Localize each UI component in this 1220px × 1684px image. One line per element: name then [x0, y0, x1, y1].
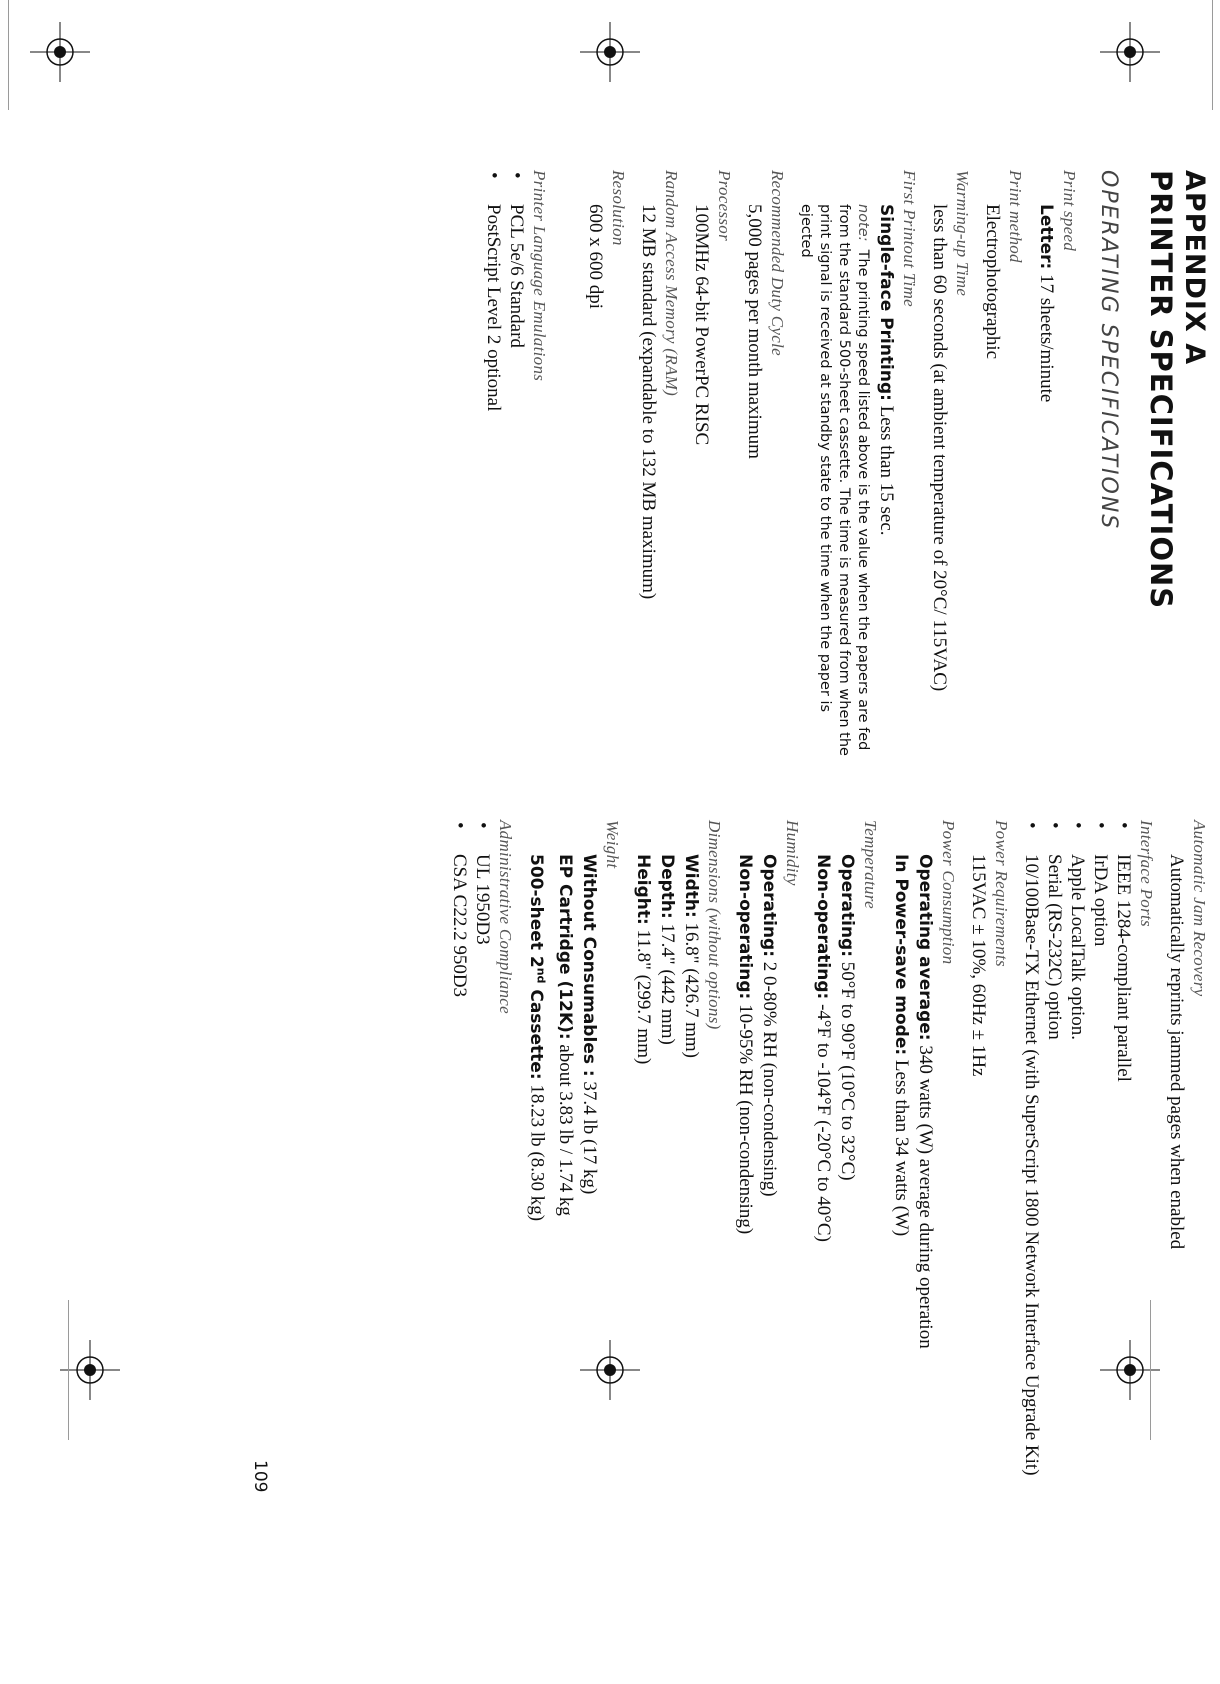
processor-label: Processor: [715, 170, 734, 242]
print-speed-label: Print speed: [1060, 170, 1079, 252]
depth-text: 17.4" (442 mm): [657, 923, 678, 1045]
first-printout-note: [796, 170, 872, 760]
temperature-nonoperating: [811, 820, 835, 1510]
trim-line-right-top: [1212, 0, 1213, 110]
print-method-value: Electrophotographic: [982, 204, 1003, 360]
first-printout-label: First Printout Time: [900, 170, 919, 307]
duty-cycle-label: Recommended Duty Cycle: [768, 170, 787, 356]
height-key: Height:: [633, 854, 653, 925]
jam-recovery-value: Automatically reprints jammed pages when enabled: [1166, 854, 1187, 1250]
resolution-label: Resolution: [609, 170, 628, 246]
registration-mark-bottom-left: [60, 1340, 120, 1400]
hum-nonop-text: 10-95% RH (non-condensing): [735, 1004, 756, 1235]
weight-ep-cartridge: [553, 820, 577, 1510]
processor-value: 100MHz 64-bit PowerPC RISC: [691, 204, 712, 446]
humidity-nonoperating: [733, 820, 757, 1510]
registration-mark-top-left: [30, 22, 90, 82]
weight-1-key: Without Consumables :: [579, 854, 599, 1077]
weight-3-key-a: 500-sheet 2: [526, 854, 547, 968]
power-save-key: In Power-save mode:: [891, 854, 911, 1056]
note-text: The printing speed listed above is the value when the papers are fed from the standard 500-sheet cassette. The time is measured from when the print signal is received at standby state to the time when the paper is ejected: [798, 204, 871, 756]
appendix-label: APPENDIX A: [1179, 170, 1210, 366]
print-speed-value: [1034, 170, 1058, 760]
list-item: • CSA C22.2 950D3: [448, 820, 471, 1510]
list-item: • IrDA option: [1089, 820, 1112, 1510]
registration-mark-top-right: [1100, 22, 1160, 82]
weight-cassette: [524, 820, 553, 1510]
humidity-label: Humidity: [783, 820, 802, 886]
temp-nonop-text: -4°F to -104°F (-20°C to 40°C): [813, 1004, 834, 1242]
power-average-key: Operating average:: [915, 854, 935, 1041]
trim-line-left-top: [8, 0, 9, 110]
interface-label: Interface Ports: [1137, 820, 1156, 927]
power-average-text: 340 watts (W) average during operation: [915, 1045, 936, 1349]
first-printout-text: Less than 15 sec.: [876, 405, 897, 536]
list-item: • PCL 5e/6 Standard: [505, 170, 528, 760]
list-item: • IEEE 1284-compliant parallel: [1112, 820, 1135, 1510]
ram-label: Random Access Memory (RAM): [662, 170, 681, 397]
weight-without-consumables: [577, 820, 601, 1510]
weight-2-key: EP Cartridge (12K):: [555, 854, 575, 1040]
list-item: • UL 1950D3: [471, 820, 494, 1510]
dimensions-width: [679, 820, 703, 1510]
jam-recovery-label: Automatic Jam Recovery: [1190, 820, 1209, 997]
temp-nonop-key: Non-operating:: [813, 854, 833, 1000]
weight-3-key: [526, 854, 546, 1080]
power-average: [913, 820, 937, 1510]
weight-3-key-sup: nd: [535, 967, 548, 984]
ram-value: 12 MB standard (expandable to 132 MB maximum): [638, 204, 659, 600]
dimensions-label: Dimensions (without options): [705, 820, 724, 1030]
power-consumption-label: Power Consumption: [939, 820, 958, 965]
resolution-value: 600 x 600 dpi: [585, 204, 606, 310]
list-item: • Serial (RS-232C) option: [1043, 820, 1066, 1510]
hum-op-text: 2 0-80% RH (non-condensing): [759, 961, 780, 1197]
dimensions-depth: [655, 820, 679, 1510]
list-item: • PostScript Level 2 optional: [482, 170, 505, 760]
weight-3-text: 18.23 lb (8.30 kg): [526, 1084, 548, 1222]
weight-label: Weight: [603, 820, 622, 869]
warmup-label: Warming-up Time: [953, 170, 972, 297]
power-requirements-label: Power Requirements: [992, 820, 1011, 967]
height-text: 11.8" (299.7 mm): [633, 929, 654, 1065]
first-printout-value: [874, 170, 898, 760]
section-title: OPERATING SPECIFICATIONS: [1096, 170, 1121, 531]
first-printout-key: Single-face Printing:: [876, 204, 896, 401]
depth-key: Depth:: [657, 854, 677, 919]
right-column: [448, 820, 1210, 1510]
print-method-label: Print method: [1006, 170, 1025, 263]
list-item: • 10/100Base-TX Ethernet (with SuperScript 1800 Network Interface Upgrade Kit): [1020, 820, 1043, 1510]
weight-1-text: 37.4 lb (17 kg): [579, 1081, 600, 1195]
rotated-page: [160, 170, 1210, 1510]
temp-op-text: 50°F to 90°F (10°C to 32°C): [837, 961, 858, 1181]
registration-mark-top-center: [580, 22, 640, 82]
page-number: 109: [250, 1460, 270, 1493]
power-save-text: Less than 34 watts (W): [891, 1059, 912, 1237]
warmup-value: less than 60 seconds (at ambient temperature of 20°C/ 115VAC): [929, 204, 950, 692]
trim-line-left-bottom: [68, 1300, 69, 1440]
temp-op-key: Operating:: [837, 854, 857, 958]
duty-cycle-value: 5,000 pages per month maximum: [744, 204, 765, 459]
temperature-operating: [835, 820, 859, 1510]
weight-2-text: about 3.83 lb / 1.74 kg: [555, 1044, 576, 1216]
width-key: Width:: [681, 854, 701, 918]
dimensions-height: [631, 820, 655, 1510]
power-save: [889, 820, 913, 1510]
print-speed-key: Letter:: [1036, 204, 1056, 270]
compliance-label: Administrative Compliance: [496, 820, 516, 1015]
note-label: note:: [855, 204, 871, 242]
hum-nonop-key: Non-operating:: [735, 854, 755, 1000]
page-title: PRINTER SPECIFICATIONS: [1144, 170, 1178, 610]
list-item: • Apple LocalTalk option.: [1066, 820, 1089, 1510]
print-speed-text: 17 sheets/minute: [1036, 274, 1057, 403]
left-column: [482, 170, 1080, 760]
hum-op-key: Operating:: [759, 854, 779, 958]
power-requirements-value: 115VAC ± 10%, 60Hz ± 1Hz: [968, 854, 989, 1077]
weight-3-key-b: Cassette:: [526, 983, 547, 1080]
emulations-label: Printer Language Emulations: [530, 170, 549, 382]
temperature-label: Temperature: [861, 820, 880, 909]
width-text: 16.8" (426.7 mm): [681, 922, 702, 1058]
humidity-operating: [757, 820, 781, 1510]
